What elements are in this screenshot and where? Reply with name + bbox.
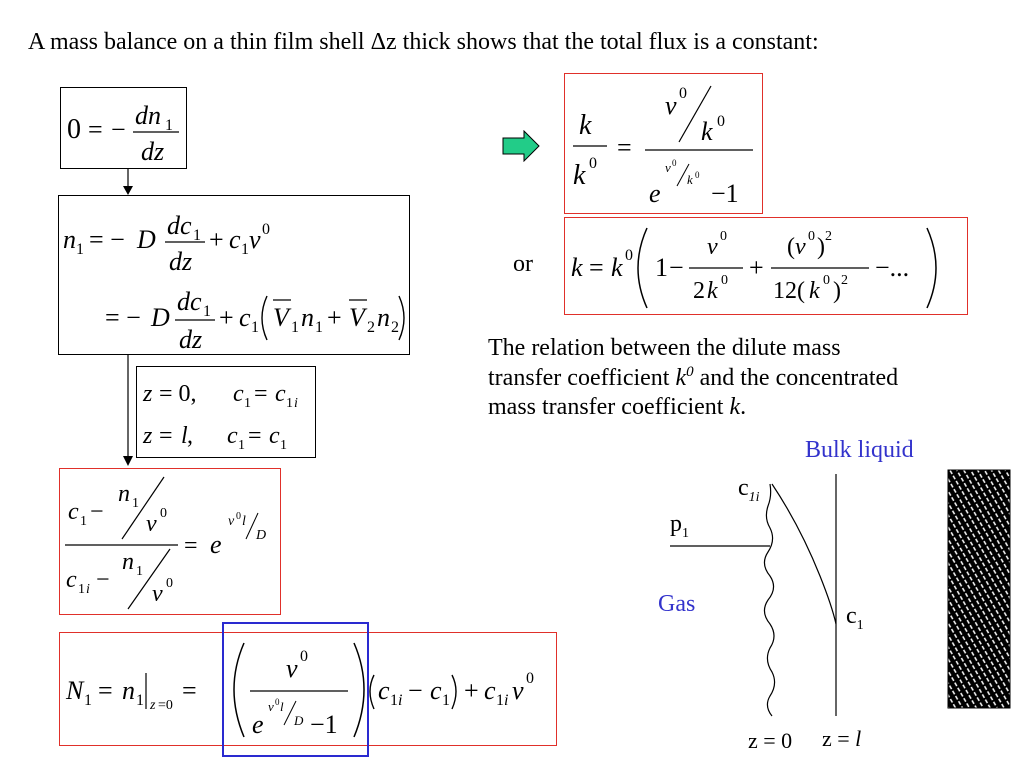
svg-text:c: c bbox=[378, 676, 390, 705]
k0-superscript: 0 bbox=[686, 363, 694, 380]
or-label: or bbox=[513, 251, 533, 277]
svg-text:v: v bbox=[512, 676, 524, 705]
svg-text:=: = bbox=[589, 253, 604, 282]
svg-text:1: 1 bbox=[76, 241, 84, 258]
svg-text:v: v bbox=[707, 234, 718, 260]
svg-text:): ) bbox=[833, 278, 841, 304]
equation-box-5 bbox=[564, 73, 763, 214]
svg-text:v: v bbox=[152, 581, 163, 607]
svg-text:): ) bbox=[817, 234, 825, 260]
c1-base: c bbox=[846, 603, 857, 629]
svg-text:+: + bbox=[219, 303, 234, 332]
svg-text:0: 0 bbox=[300, 648, 308, 665]
svg-text:1: 1 bbox=[244, 396, 251, 411]
relation-line-3-pre: mass transfer coefficient bbox=[488, 393, 730, 420]
page-title: A mass balance on a thin film shell Δz thick shows that the total flux is a constant: bbox=[28, 29, 819, 55]
svg-text:1: 1 bbox=[193, 227, 201, 244]
svg-text:=: = bbox=[182, 676, 197, 705]
svg-text:0: 0 bbox=[721, 273, 728, 288]
svg-text:1: 1 bbox=[78, 582, 85, 597]
svg-text:=: = bbox=[98, 676, 113, 705]
svg-text:1: 1 bbox=[251, 319, 259, 336]
svg-text:0: 0 bbox=[625, 247, 633, 264]
svg-text:=: = bbox=[88, 115, 103, 144]
bulk-liquid-label: Bulk liquid bbox=[805, 437, 914, 463]
zl-var: l bbox=[855, 726, 862, 751]
film-diagram bbox=[660, 466, 1024, 756]
svg-text:k: k bbox=[707, 278, 718, 304]
svg-text:=: = bbox=[254, 381, 268, 407]
equation-2 bbox=[59, 196, 411, 356]
svg-text:n: n bbox=[301, 303, 314, 332]
relation-line-3-post: . bbox=[740, 393, 747, 420]
svg-text:dc: dc bbox=[167, 211, 192, 240]
svg-text:2: 2 bbox=[391, 319, 399, 336]
svg-text:0: 0 bbox=[679, 85, 687, 102]
svg-text:1: 1 bbox=[203, 303, 211, 320]
svg-text:1: 1 bbox=[165, 117, 173, 134]
equation-5 bbox=[565, 74, 764, 215]
svg-text:k: k bbox=[579, 110, 592, 141]
relation-line-1: The relation between the dilute mass bbox=[488, 335, 841, 361]
c1i-base: c bbox=[738, 475, 749, 501]
svg-text:c: c bbox=[229, 225, 241, 254]
svg-text:+: + bbox=[464, 676, 479, 705]
svg-text:c: c bbox=[275, 381, 286, 407]
svg-text:=0: =0 bbox=[158, 698, 173, 713]
svg-text:D: D bbox=[294, 713, 304, 728]
p1-subscript: 1 bbox=[682, 525, 689, 541]
c1i-label bbox=[738, 474, 760, 507]
svg-text:l: l bbox=[242, 514, 246, 529]
svg-text:v: v bbox=[228, 514, 235, 529]
hatched-wall-icon bbox=[948, 470, 1010, 708]
svg-text:c: c bbox=[233, 381, 244, 407]
equation-box-1 bbox=[60, 87, 187, 169]
svg-text:k: k bbox=[573, 160, 586, 191]
svg-text:1: 1 bbox=[238, 438, 245, 453]
svg-text:2: 2 bbox=[693, 278, 705, 304]
svg-text:0: 0 bbox=[166, 576, 173, 591]
svg-text:V: V bbox=[273, 303, 289, 332]
svg-text:(: ( bbox=[787, 234, 795, 260]
svg-text:N: N bbox=[66, 676, 84, 705]
svg-text:+: + bbox=[209, 225, 224, 254]
svg-text:1: 1 bbox=[286, 396, 293, 411]
svg-text:k: k bbox=[687, 172, 693, 187]
svg-text:1: 1 bbox=[84, 692, 92, 709]
svg-text:0: 0 bbox=[672, 158, 677, 168]
svg-text:0: 0 bbox=[808, 229, 815, 244]
down-arrow-icon bbox=[120, 168, 136, 196]
svg-text:c: c bbox=[430, 676, 442, 705]
svg-text:z: z bbox=[150, 698, 156, 713]
svg-text:+: + bbox=[749, 253, 764, 282]
svg-text:k: k bbox=[809, 278, 820, 304]
c1i-subscript: 1i bbox=[748, 489, 760, 505]
c1-subscript: 1 bbox=[856, 617, 864, 633]
svg-text:v: v bbox=[286, 654, 298, 683]
c1-label bbox=[846, 602, 864, 635]
svg-text:V: V bbox=[349, 303, 365, 332]
svg-text:= −: = − bbox=[105, 303, 141, 332]
svg-text:v: v bbox=[665, 91, 677, 120]
svg-text:D: D bbox=[151, 303, 170, 332]
svg-text:l: l bbox=[280, 699, 284, 714]
equation-3 bbox=[60, 469, 282, 616]
svg-text:1: 1 bbox=[315, 319, 323, 336]
equation-1 bbox=[61, 88, 188, 170]
svg-text:D: D bbox=[256, 528, 267, 543]
svg-text:0: 0 bbox=[275, 697, 280, 707]
svg-text:1: 1 bbox=[136, 564, 143, 579]
relation-line-3 bbox=[488, 393, 1008, 422]
svg-text:−1: −1 bbox=[711, 179, 739, 208]
k-symbol: k bbox=[729, 393, 741, 420]
svg-text:e: e bbox=[210, 530, 222, 559]
svg-text:c: c bbox=[68, 499, 79, 525]
svg-text:−: − bbox=[111, 115, 126, 144]
svg-text:1: 1 bbox=[132, 496, 139, 511]
svg-text:v: v bbox=[249, 225, 261, 254]
equation-box-3 bbox=[59, 468, 281, 615]
svg-text:dc: dc bbox=[177, 287, 202, 316]
boundary-conditions bbox=[137, 367, 317, 459]
svg-text:=: = bbox=[248, 423, 262, 449]
svg-text:=: = bbox=[617, 133, 632, 162]
svg-text:z: z bbox=[143, 423, 153, 449]
svg-text:1: 1 bbox=[442, 692, 450, 709]
highlight-box bbox=[222, 622, 369, 757]
svg-text:−: − bbox=[90, 499, 104, 525]
svg-text:e: e bbox=[649, 179, 661, 208]
svg-text:1: 1 bbox=[655, 253, 668, 282]
svg-text:= −: = − bbox=[89, 225, 125, 254]
svg-text:l: l bbox=[181, 423, 188, 449]
svg-text:i: i bbox=[294, 396, 298, 411]
svg-text:−: − bbox=[669, 253, 684, 282]
svg-text:1: 1 bbox=[136, 692, 144, 709]
svg-text:dz: dz bbox=[169, 247, 193, 276]
svg-text:c: c bbox=[269, 423, 280, 449]
svg-text:k: k bbox=[611, 253, 623, 282]
svg-text:c: c bbox=[227, 423, 238, 449]
svg-text:dz: dz bbox=[179, 325, 203, 354]
boundary-conditions-box bbox=[136, 366, 316, 458]
relation-line-2-pre: transfer coefficient bbox=[488, 364, 676, 391]
svg-text:0: 0 bbox=[526, 670, 534, 687]
svg-text:0: 0 bbox=[589, 155, 597, 172]
svg-text:dn: dn bbox=[135, 101, 161, 130]
svg-text:2: 2 bbox=[367, 319, 375, 336]
svg-text:i: i bbox=[86, 582, 90, 597]
p1-base: p bbox=[670, 511, 682, 537]
relation-line-2 bbox=[488, 363, 1008, 393]
svg-text:12(: 12( bbox=[773, 278, 805, 304]
svg-text:n: n bbox=[122, 676, 135, 705]
svg-text:1: 1 bbox=[291, 319, 299, 336]
svg-text:v: v bbox=[665, 160, 671, 175]
svg-text:n: n bbox=[63, 225, 76, 254]
equation-box-2 bbox=[58, 195, 410, 355]
svg-text:0: 0 bbox=[695, 170, 700, 180]
svg-text:i: i bbox=[504, 692, 509, 709]
svg-text:i: i bbox=[398, 692, 403, 709]
svg-text:0: 0 bbox=[823, 273, 830, 288]
svg-text:c: c bbox=[66, 567, 77, 593]
svg-text:D: D bbox=[137, 225, 156, 254]
svg-text:z: z bbox=[143, 381, 153, 407]
svg-text:= 0,: = 0, bbox=[159, 381, 197, 407]
svg-text:,: , bbox=[187, 423, 193, 449]
svg-text:1: 1 bbox=[80, 514, 87, 529]
svg-text:1: 1 bbox=[241, 241, 249, 258]
svg-text:0: 0 bbox=[236, 511, 241, 522]
svg-text:n: n bbox=[118, 481, 130, 507]
svg-text:0: 0 bbox=[262, 221, 270, 238]
svg-text:1: 1 bbox=[280, 438, 287, 453]
svg-text:−...: −... bbox=[875, 253, 910, 282]
p1-label bbox=[670, 510, 689, 543]
svg-text:k: k bbox=[571, 253, 583, 282]
svg-text:=: = bbox=[159, 423, 173, 449]
svg-text:0: 0 bbox=[160, 506, 167, 521]
svg-text:c: c bbox=[484, 676, 496, 705]
svg-text:+: + bbox=[327, 303, 342, 332]
relation-description bbox=[488, 334, 1008, 421]
svg-text:v: v bbox=[795, 234, 806, 260]
relation-line-2-post: and the concentrated bbox=[693, 364, 899, 391]
svg-text:0: 0 bbox=[720, 229, 727, 244]
svg-text:c: c bbox=[239, 303, 251, 332]
svg-text:0: 0 bbox=[717, 113, 725, 130]
svg-text:−1: −1 bbox=[310, 710, 338, 739]
svg-text:1: 1 bbox=[496, 692, 504, 709]
svg-text:=: = bbox=[184, 533, 198, 559]
svg-text:0: 0 bbox=[67, 114, 81, 145]
equation-box-6 bbox=[564, 217, 968, 315]
svg-text:v: v bbox=[146, 511, 157, 537]
svg-text:−: − bbox=[408, 676, 423, 705]
equation-6 bbox=[565, 218, 969, 316]
svg-text:−: − bbox=[96, 567, 110, 593]
z0-label: z = 0 bbox=[748, 728, 793, 753]
svg-text:k: k bbox=[701, 117, 713, 146]
svg-text:e: e bbox=[252, 710, 264, 739]
gas-label: Gas bbox=[658, 591, 696, 617]
svg-text:v: v bbox=[268, 699, 274, 714]
svg-text:2: 2 bbox=[825, 229, 832, 244]
svg-text:n: n bbox=[122, 549, 134, 575]
right-arrow-icon bbox=[502, 130, 540, 162]
k0-symbol: k bbox=[675, 364, 687, 391]
zl-label bbox=[822, 726, 861, 752]
zl-pre: z = bbox=[822, 726, 856, 751]
svg-text:dz: dz bbox=[141, 137, 165, 166]
svg-text:2: 2 bbox=[841, 273, 848, 288]
down-arrow-icon bbox=[120, 355, 136, 467]
svg-text:n: n bbox=[377, 303, 390, 332]
svg-text:1: 1 bbox=[390, 692, 398, 709]
